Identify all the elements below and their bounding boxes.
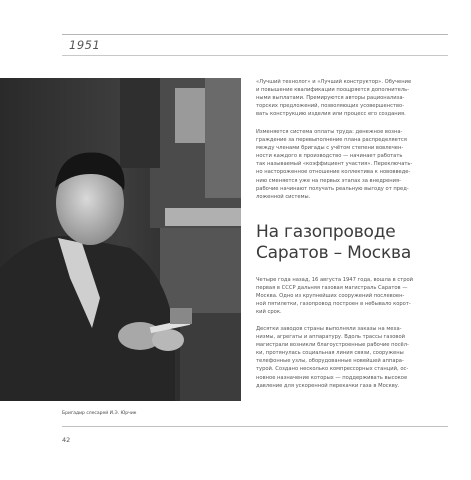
year-header: 1951	[69, 38, 101, 52]
text-line: Четыре года назад, 16 августа 1947 года, вошла в строй	[256, 277, 414, 283]
text-line: рабочие начинают получать реальную выгоду от пред-	[256, 185, 409, 192]
text-line: нию сменяется уже на первых этапах за внедрения-	[256, 177, 402, 184]
text-line: магистрали возникли благоустроенные рабочие посёл-	[256, 342, 409, 349]
text-line: и повышение квалификации поощряется дополнитель-	[256, 87, 410, 94]
text-line: Десятки заводов страны выполняли заказы на меха-	[256, 326, 402, 332]
text-line: кий срок.	[256, 309, 282, 316]
page-number: 42	[62, 436, 71, 444]
text-line: ными выплатами. Премируются авторы рационализа-	[256, 95, 405, 102]
text-line: телефонные узлы, оборудованные новейшей аппара-	[256, 358, 404, 365]
text-line: так называемый «коэффициент участия». Переключать-	[256, 161, 413, 168]
text-line: между членами бригады с учётом степени вовлечен-	[256, 145, 404, 152]
text-line: ки, протянулась социальная линия связи, сооружены	[256, 350, 404, 357]
text-line: ной пятилетки, газопровод построен в небывало корот-	[256, 301, 411, 308]
footer-rule	[62, 426, 448, 427]
section-heading	[256, 222, 411, 264]
text-line: «Лучший технолог» и «Лучший конструктор». Обучение	[256, 79, 412, 85]
text-line: ности каждого в производство — начинает работать	[256, 153, 403, 160]
text-line: турой. Создано несколько компрессорных станций, ос-	[256, 366, 409, 373]
intro-paragraph	[256, 78, 448, 118]
top-rule	[62, 34, 448, 35]
text-line: Москва. Одно из крупнейших сооружений послевоен-	[256, 293, 405, 300]
header-rule	[62, 55, 448, 56]
text-line: торских предложений, позволяющих усовершенство-	[256, 103, 405, 110]
text-line: граждение за перевыполнение плана распределяется	[256, 137, 407, 144]
third-paragraph	[256, 276, 448, 316]
text-line: первая в СССР дальняя газовая магистраль Саратов —	[256, 285, 408, 292]
text-line: но настороженное отношение коллектива к нововведе-	[256, 169, 411, 176]
photo-caption: Бригадир слесарей И.Э. Юрчик	[62, 411, 137, 416]
fourth-paragraph	[256, 325, 448, 390]
heading-line-1: На газопроводе	[256, 222, 396, 242]
archive-photo	[0, 78, 241, 401]
heading-line-2: Саратов – Москва	[256, 243, 412, 263]
text-line: ложенной системы.	[256, 193, 311, 200]
second-paragraph	[256, 128, 448, 201]
text-line: низмы, агрегаты и аппаратуру. Вдоль трассы газовой	[256, 334, 405, 341]
text-line: новное назначение которых — поддерживать высокое	[256, 374, 408, 381]
text-line: Изменяется система оплаты труда: денежное возна-	[256, 129, 403, 135]
text-line: давление для ускоренной перекачки газа в Москву.	[256, 382, 400, 389]
text-line: вать конструкцию изделия или процесс его создания.	[256, 111, 406, 118]
